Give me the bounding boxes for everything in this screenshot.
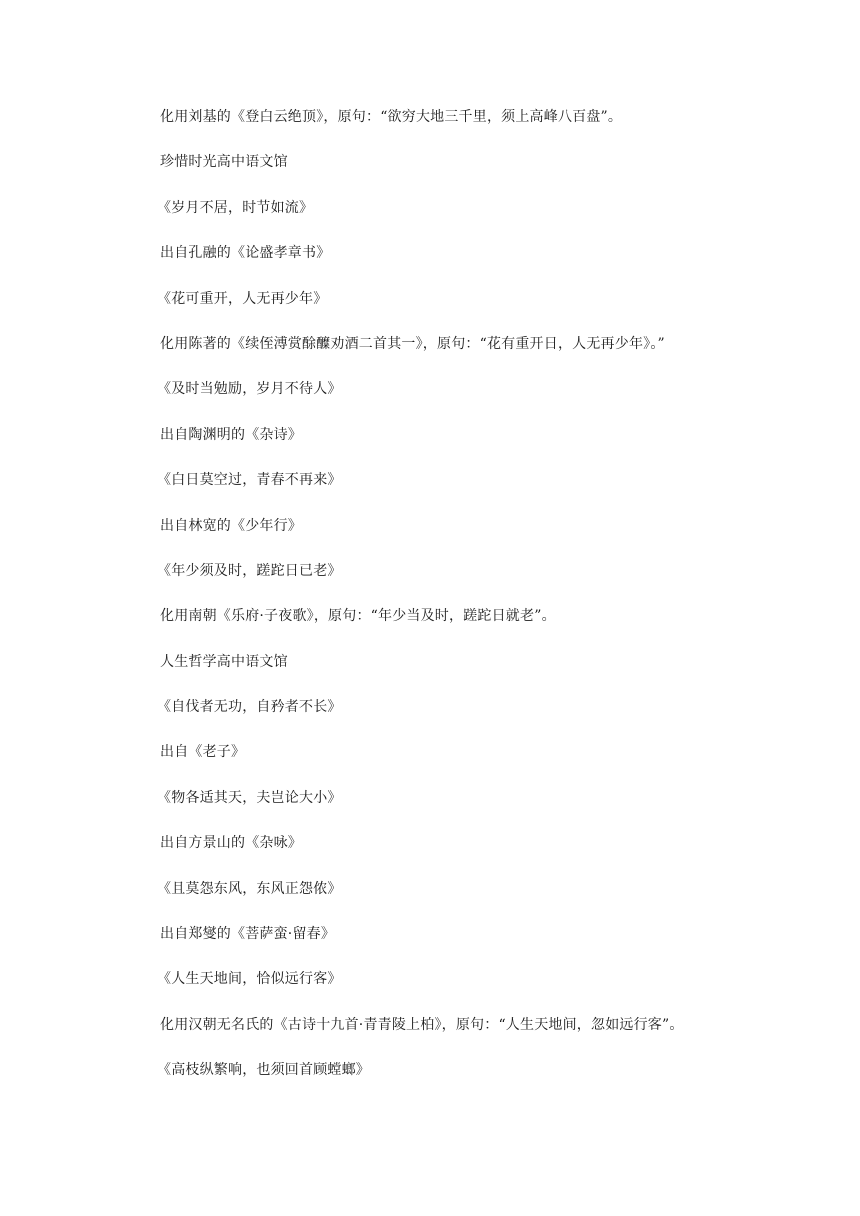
text-line-source: 化用汉朝无名氏的《古诗十九首·青青陵上柏》，原句：“人生天地间，忽如远行客”。 bbox=[160, 1016, 684, 1033]
quote-line: 《自伐者无功，自矜者不长》 bbox=[157, 699, 342, 716]
quote-line: 《年少须及时，蹉跎日已老》 bbox=[157, 562, 342, 579]
quote-line: 《物各适其天，夫岂论大小》 bbox=[157, 789, 342, 806]
text-line-source: 出自方景山的《杂咏》 bbox=[160, 835, 302, 852]
quote-line: 《及时当勉励，岁月不待人》 bbox=[157, 381, 342, 398]
text-line-source: 出自郑燮的《菩萨蛮·留春》 bbox=[160, 926, 336, 943]
text-line-source: 出自林宽的《少年行》 bbox=[160, 517, 302, 534]
quote-line: 《花可重开，人无再少年》 bbox=[157, 290, 328, 307]
quote-line: 《白日莫空过，青春不再来》 bbox=[157, 472, 342, 489]
text-line-source: 出自孔融的《论盛孝章书》 bbox=[160, 245, 331, 262]
section-heading: 珍惜时光高中语文馆 bbox=[160, 154, 288, 171]
quote-line: 《人生天地间，恰似远行客》 bbox=[157, 971, 342, 988]
text-line-source: 化用陈著的《续侄溥赏酴醾劝酒二首其一》，原句：“花有重开日，人无再少年》。” bbox=[160, 335, 665, 352]
text-line-source: 出自陶渊明的《杂诗》 bbox=[160, 426, 302, 443]
text-line-source: 出自《老子》 bbox=[160, 744, 246, 761]
quote-line: 《高枝纵繁响，也须回首顾螳螂》 bbox=[157, 1062, 370, 1079]
text-line-source: 化用南朝《乐府·子夜歌》，原句：“年少当及时，蹉跎日就老”。 bbox=[160, 608, 556, 625]
quote-line: 《岁月不居，时节如流》 bbox=[157, 199, 314, 216]
document-body bbox=[157, 107, 820, 1106]
quote-line: 《且莫怨东风，东风正怨侬》 bbox=[157, 880, 342, 897]
text-line-source: 化用刘基的《登白云绝顶》，原句：“欲穷大地三千里，须上高峰八百盘”。 bbox=[160, 109, 623, 125]
section-heading: 人生哲学高中语文馆 bbox=[160, 653, 288, 670]
